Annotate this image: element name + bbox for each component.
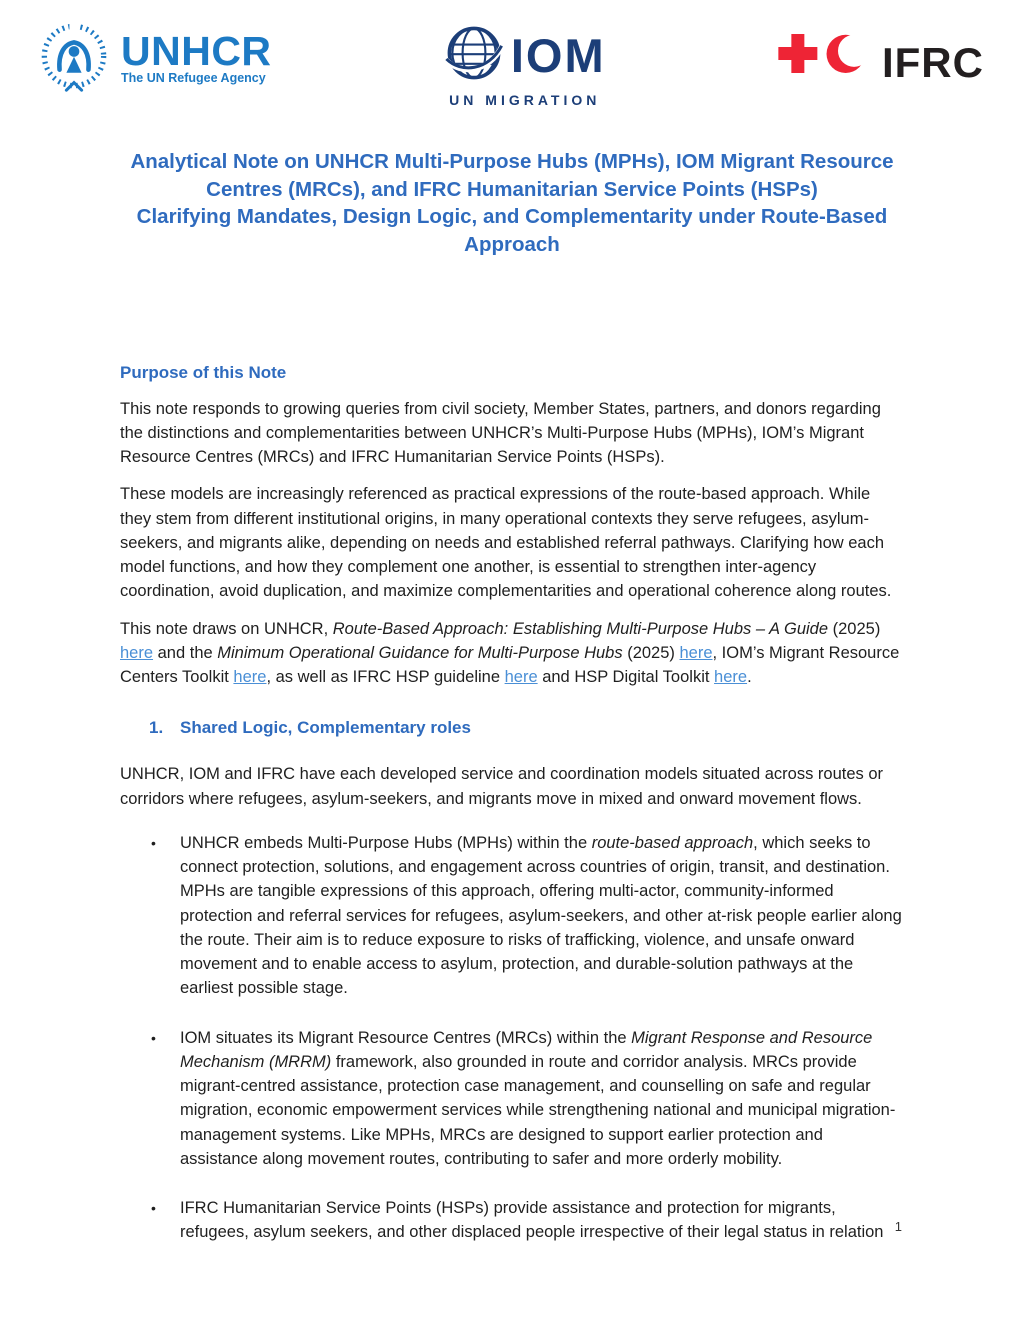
inline-link[interactable]: here bbox=[714, 668, 748, 687]
purpose-paragraph-1: This note responds to growing queries from civil society, Member States, partners, and donors regarding the distinctions and complementarities between UNHCR’s Multi-Purpose Hubs (MPHs), IOM’s Migrant Resource Centres (MRCs) and IFRC Humanitarian Service Points (HSPs). bbox=[120, 399, 881, 467]
italic-text: Route-Based Approach: Establishing Multi-Purpose Hubs – A Guide bbox=[332, 619, 829, 638]
iom-tagline: UN MIGRATION bbox=[449, 92, 601, 108]
text-segment: and the bbox=[153, 643, 218, 662]
text-segment: IFRC Humanitarian Service Points (HSPs) provide assistance and protection for migrants, refugees, asylum seekers, and other displaced people irrespective of their legal status in relation bbox=[180, 1199, 884, 1242]
purpose-heading: Purpose of this Note bbox=[120, 362, 287, 382]
section-1-intro: UNHCR, IOM and IFRC have each developed service and coordination models situated across routes or corridors where refugees, asylum-seekers, and migrants move in mixed and onward movement flows. bbox=[120, 765, 884, 808]
bullet-ifrc-hsps bbox=[180, 1196, 904, 1245]
bullet-icon: • bbox=[151, 1200, 156, 1217]
ifrc-logo bbox=[778, 34, 984, 91]
document-title-main: Analytical Note on UNHCR Multi-Purpose Hubs (MPHs), IOM Migrant Resource Centres (MRCs), and IFRC Humanitarian Service Points (HSPs) bbox=[130, 150, 894, 201]
ifrc-acronym: IFRC bbox=[881, 38, 984, 86]
unhcr-wordmark bbox=[121, 27, 272, 86]
text-segment: (2025) bbox=[622, 643, 680, 662]
text-segment: framework, also grounded in route and corridor analysis. MRCs provide migrant-centred assistance, protection case management, and counselling on safe and regular migration, economic empowerment services while strengthening national and municipal migration-management systems. Like MPHs, MRCs are designed to support earlier protection and assistance along movement routes, contributing to safer and more orderly mobility. bbox=[180, 1052, 896, 1168]
unhcr-tagline: The UN Refugee Agency bbox=[121, 71, 266, 86]
section-1-number: 1. bbox=[149, 718, 164, 738]
page-number: 1 bbox=[894, 1219, 902, 1234]
iom-acronym: IOM bbox=[510, 29, 606, 82]
text-segment: , IOM’s Migrant Resource Centers Toolkit bbox=[120, 643, 900, 687]
inline-link[interactable]: here bbox=[504, 668, 538, 687]
text-segment: (2025) bbox=[828, 619, 881, 638]
iom-globe-icon bbox=[444, 23, 504, 88]
ifrc-cross-crescent-icon bbox=[778, 34, 872, 91]
inline-link[interactable]: here bbox=[233, 668, 267, 687]
text-segment: , which seeks to connect protection, solutions, and engagement across countries of origin, transit, and destination. MPHs are tangible expressions of this approach, offering multi-actor, community-informed protection and referral services for refugees, asylum-seekers, and other at-risk people earlier along the route. Their aim is to reduce exposure to risks of trafficking, violence, and unsafe onward movement and to enable access to asylum, protection, and durable-solution pathways at the earliest possible stage. bbox=[180, 833, 902, 998]
inline-link[interactable]: here bbox=[120, 643, 154, 662]
text-segment: . bbox=[747, 668, 752, 687]
inline-link[interactable]: here bbox=[679, 643, 713, 662]
unhcr-acronym: UNHCR bbox=[121, 27, 272, 74]
section-1-title: Shared Logic, Complementary roles bbox=[180, 718, 471, 738]
text-segment: , as well as IFRC HSP guideline bbox=[266, 668, 505, 687]
text-segment: and HSP Digital Toolkit bbox=[537, 668, 715, 687]
document-title-sub: Clarifying Mandates, Design Logic, and Complementarity under Route-Based Approach bbox=[136, 205, 888, 257]
text-segment: IOM situates its Migrant Resource Centres (MRCs) within the bbox=[180, 1028, 632, 1047]
bullet-icon: • bbox=[151, 1029, 156, 1046]
purpose-paragraph-2: These models are increasingly referenced as practical expressions of the route-based approach. While they stem from different institutional origins, in many operational contexts they serve refugees, asylum-seekers, and migrants alike, depending on needs and established referral pathways. Clarifying how each model functions, and how they complement one another, is essential to strengthen inter-agency coordination, avoid duplication, and maximize complementarities and operational coherence along routes. bbox=[120, 485, 892, 601]
list-item bbox=[120, 1026, 904, 1172]
text-segment: UNHCR embeds Multi-Purpose Hubs (MPHs) within the bbox=[180, 833, 592, 852]
italic-text: Minimum Operational Guidance for Multi-Purpose Hubs bbox=[217, 643, 623, 662]
iom-logo bbox=[444, 23, 606, 108]
bullet-iom-mrcs bbox=[180, 1026, 904, 1172]
document-title bbox=[107, 148, 917, 259]
italic-text: route-based approach bbox=[591, 833, 754, 852]
purpose-paragraph-3 bbox=[120, 617, 904, 690]
italic-text: Migrant Response and Resource Mechanism (MRRM) bbox=[180, 1028, 873, 1071]
text-segment: This note draws on UNHCR, bbox=[120, 619, 333, 638]
list-item bbox=[120, 831, 904, 1001]
bullet-icon: • bbox=[151, 834, 156, 851]
section-1-heading bbox=[149, 716, 904, 752]
section-1-bullet-list bbox=[120, 831, 904, 1245]
document-body bbox=[0, 361, 1024, 1245]
bullet-unhcr-mphs bbox=[180, 831, 904, 1001]
unhcr-logo bbox=[36, 18, 272, 99]
logo-header bbox=[0, 0, 1024, 108]
unhcr-emblem-icon bbox=[36, 18, 112, 99]
list-item bbox=[120, 1196, 904, 1245]
